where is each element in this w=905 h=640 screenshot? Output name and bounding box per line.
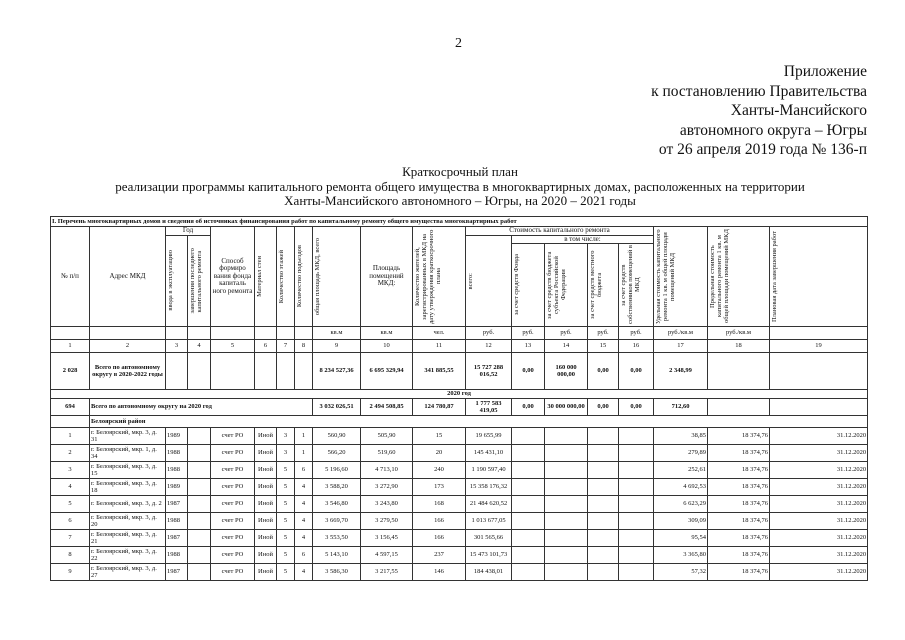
grand-total-residents: 341 885,55 — [413, 353, 466, 390]
header-total-text: всего: — [467, 272, 474, 289]
row-fund — [512, 530, 545, 547]
row-address: г. Белоярский, мкр. 3, д. 22 — [90, 547, 166, 564]
row-owners — [619, 547, 654, 564]
row-fund — [512, 547, 545, 564]
row-address: г. Белоярский, мкр. 1, д. 34 — [90, 445, 166, 462]
row-entrances: 4 — [295, 564, 313, 581]
header-total-area — [313, 227, 361, 327]
row-unit-cost: 6 623,29 — [654, 496, 708, 513]
row-wall-material: Иной — [255, 530, 277, 547]
row-total-area: 560,90 — [313, 428, 361, 445]
header-unit-cost — [654, 227, 708, 327]
header-entrances — [295, 227, 313, 327]
header-max-cost-text: Предельная стоимость капитального ремонта 1 кв. м общей площади помещений МКД — [709, 229, 730, 324]
year-total-unit-cost: 712,60 — [654, 399, 708, 416]
row-total-area: 3 669,70 — [313, 513, 361, 530]
row-num: 2 — [51, 445, 90, 462]
row-year-repair — [188, 513, 211, 530]
row-address: г. Белоярский, мкр. 3, д. 20 — [90, 513, 166, 530]
table-row — [51, 547, 868, 564]
row-fund — [512, 564, 545, 581]
row-residents: 237 — [413, 547, 466, 564]
row-premises-area: 3 156,45 — [361, 530, 413, 547]
grand-total-cost: 15 727 288 016,52 — [466, 353, 512, 390]
row-floors: 5 — [277, 513, 295, 530]
header-wall-material — [255, 227, 277, 327]
row-deadline: 31.12.2020 — [770, 513, 868, 530]
appendix-line: Приложение — [783, 63, 867, 80]
row-max-cost: 18 374,76 — [708, 428, 770, 445]
row-owners — [619, 530, 654, 547]
row-wall-material: Иной — [255, 462, 277, 479]
row-fund-method: счет РО — [211, 462, 255, 479]
header-local-budget — [588, 244, 619, 327]
row-owners — [619, 445, 654, 462]
header-fund-method: Способ формиро вания фонда капиталь ного ремонта — [211, 227, 255, 327]
row-address: г. Белоярский, мкр. 3, д. 2 — [90, 496, 166, 513]
row-max-cost: 18 374,76 — [708, 530, 770, 547]
row-residents: 240 — [413, 462, 466, 479]
row-wall-material: Иной — [255, 513, 277, 530]
row-deadline: 31.12.2020 — [770, 530, 868, 547]
row-year: 1988 — [166, 513, 188, 530]
plan-table — [50, 216, 868, 581]
row-year: 1987 — [166, 564, 188, 581]
header-year-last-repair-text: завершения последнего капитального ремонта — [189, 248, 203, 314]
year-total-fund: 0,00 — [512, 399, 545, 416]
row-residents: 20 — [413, 445, 466, 462]
row-premises-area: 505,90 — [361, 428, 413, 445]
row-owners — [619, 564, 654, 581]
row-floors: 5 — [277, 530, 295, 547]
row-subject-budget — [545, 445, 588, 462]
row-subject-budget — [545, 479, 588, 496]
header-year-last-repair — [188, 235, 211, 327]
header-residents — [413, 227, 466, 327]
row-total-area: 3 588,20 — [313, 479, 361, 496]
row-entrances: 1 — [295, 428, 313, 445]
row-fund-method: счет РО — [211, 479, 255, 496]
year-total-num: 694 — [51, 399, 90, 416]
unit-subject-budget: руб. — [545, 327, 588, 340]
column-number: 19 — [770, 340, 868, 353]
row-num: 9 — [51, 564, 90, 581]
row-wall-material: Иной — [255, 428, 277, 445]
row-total-cost: 1 013 677,05 — [466, 513, 512, 530]
row-premises-area: 3 272,90 — [361, 479, 413, 496]
row-premises-area: 4 713,10 — [361, 462, 413, 479]
header-subject-budget — [545, 244, 588, 327]
row-total-cost: 184 438,01 — [466, 564, 512, 581]
row-local-budget — [588, 513, 619, 530]
row-fund-method: счет РО — [211, 428, 255, 445]
unit-residents: чел. — [413, 327, 466, 340]
row-total-area: 566,20 — [313, 445, 361, 462]
row-max-cost: 18 374,76 — [708, 564, 770, 581]
row-unit-cost: 57,32 — [654, 564, 708, 581]
row-wall-material: Иной — [255, 564, 277, 581]
row-fund-method: счет РО — [211, 530, 255, 547]
unit-local-budget: руб. — [588, 327, 619, 340]
column-number: 13 — [512, 340, 545, 353]
row-address: г. Белоярский, мкр. 3, д. 15 — [90, 462, 166, 479]
plan-title — [60, 165, 860, 209]
row-total-area: 3 586,30 — [313, 564, 361, 581]
row-fund — [512, 462, 545, 479]
row-max-cost: 18 374,76 — [708, 513, 770, 530]
row-deadline: 31.12.2020 — [770, 479, 868, 496]
unit-unit-cost: руб./кв.м — [654, 327, 708, 340]
column-number: 16 — [619, 340, 654, 353]
year-total-residents: 124 780,87 — [413, 399, 466, 416]
header-owners-text: за счет средств собственников помещений в МКД — [620, 245, 641, 325]
row-floors: 5 — [277, 479, 295, 496]
row-address: г. Белоярский, мкр. 3, д. 31 — [90, 428, 166, 445]
row-total-cost: 145 431,10 — [466, 445, 512, 462]
column-number: 18 — [708, 340, 770, 353]
row-local-budget — [588, 462, 619, 479]
header-floors-text: Количество этажей — [278, 249, 285, 304]
header-num: № п/п — [51, 227, 90, 327]
row-num: 1 — [51, 428, 90, 445]
data-rows — [51, 428, 868, 581]
table-row — [51, 445, 868, 462]
header-owners — [619, 244, 654, 327]
unit-total-area: кв.м — [313, 327, 361, 340]
row-num: 7 — [51, 530, 90, 547]
unit-fund: руб. — [512, 327, 545, 340]
appendix-line: автономного округа – Югры — [679, 121, 867, 139]
row-floors: 5 — [277, 547, 295, 564]
column-number: 6 — [255, 340, 277, 353]
row-premises-area: 3 243,80 — [361, 496, 413, 513]
row-entrances: 4 — [295, 496, 313, 513]
row-subject-budget — [545, 547, 588, 564]
row-owners — [619, 496, 654, 513]
table-row — [51, 513, 868, 530]
row-unit-cost: 252,61 — [654, 462, 708, 479]
table-row — [51, 564, 868, 581]
column-number: 10 — [361, 340, 413, 353]
year-total-label: Всего по автономному округу на 2020 год — [90, 399, 313, 416]
row-wall-material: Иной — [255, 547, 277, 564]
unit-premises-area: кв.м — [361, 327, 413, 340]
year-total-cost: 1 777 583 419,05 — [466, 399, 512, 416]
row-entrances: 4 — [295, 479, 313, 496]
row-owners — [619, 462, 654, 479]
row-deadline: 31.12.2020 — [770, 462, 868, 479]
row-subject-budget — [545, 564, 588, 581]
row-total-area: 5 196,60 — [313, 462, 361, 479]
column-number: 7 — [277, 340, 295, 353]
header-total-area-text: общая площадь МКД, всего — [314, 237, 321, 316]
district-label: Белоярский район — [90, 416, 868, 428]
row-floors: 5 — [277, 462, 295, 479]
row-residents: 168 — [413, 496, 466, 513]
row-fund-method: счет РО — [211, 496, 255, 513]
row-subject-budget — [545, 513, 588, 530]
row-year-repair — [188, 564, 211, 581]
row-num: 4 — [51, 479, 90, 496]
row-year: 1989 — [166, 479, 188, 496]
header-deadline-text: Плановая дата завершения работ — [771, 230, 778, 323]
unit-total: руб. — [466, 327, 512, 340]
row-deadline: 31.12.2020 — [770, 445, 868, 462]
row-local-budget — [588, 530, 619, 547]
header-local-budget-text: за счет средств местного бюджета — [589, 250, 603, 320]
row-num: 5 — [51, 496, 90, 513]
grand-total-owners: 0,00 — [619, 353, 654, 390]
row-address: г. Белоярский, мкр. 3, д. 27 — [90, 564, 166, 581]
row-fund-method: счет РО — [211, 445, 255, 462]
page-number: 2 — [455, 36, 462, 51]
row-total-area: 3 546,80 — [313, 496, 361, 513]
year-total-owners: 0,00 — [619, 399, 654, 416]
header-residents-text: Количество жителей, зарегистрированных в МКД на дату утверждения краткосрочного плана — [414, 229, 442, 324]
row-wall-material: Иной — [255, 496, 277, 513]
unit-max-cost: руб./кв.м — [708, 327, 770, 340]
row-fund — [512, 445, 545, 462]
header-including: в том числе: — [512, 235, 654, 244]
row-year: 1988 — [166, 462, 188, 479]
row-floors: 3 — [277, 428, 295, 445]
column-number: 8 — [295, 340, 313, 353]
row-year-repair — [188, 530, 211, 547]
year-total-area: 3 032 026,51 — [313, 399, 361, 416]
year-label: 2020 год — [51, 390, 868, 399]
row-total-area: 5 143,10 — [313, 547, 361, 564]
row-address: г. Белоярский, мкр. 3, д. 18 — [90, 479, 166, 496]
header-premises-area: Площадь помещений МКД: — [361, 227, 413, 327]
row-unit-cost: 95,54 — [654, 530, 708, 547]
row-local-budget — [588, 479, 619, 496]
row-entrances: 4 — [295, 513, 313, 530]
column-number: 2 — [90, 340, 166, 353]
row-residents: 15 — [413, 428, 466, 445]
row-year: 1988 — [166, 547, 188, 564]
header-year-commission — [166, 235, 188, 327]
row-floors: 3 — [277, 445, 295, 462]
row-year-repair — [188, 479, 211, 496]
row-max-cost: 18 374,76 — [708, 547, 770, 564]
year-total-row — [51, 399, 868, 416]
row-floors: 5 — [277, 564, 295, 581]
appendix-line: к постановлению Правительства — [651, 82, 867, 100]
row-residents: 166 — [413, 513, 466, 530]
row-total-cost: 15 358 176,32 — [466, 479, 512, 496]
row-residents: 173 — [413, 479, 466, 496]
grand-total-local-budget: 0,00 — [588, 353, 619, 390]
row-entrances: 6 — [295, 462, 313, 479]
year-row — [51, 390, 868, 399]
row-deadline: 31.12.2020 — [770, 547, 868, 564]
column-number: 3 — [166, 340, 188, 353]
row-unit-cost: 38,85 — [654, 428, 708, 445]
column-number: 12 — [466, 340, 512, 353]
row-residents: 166 — [413, 530, 466, 547]
table-row — [51, 496, 868, 513]
row-premises-area: 519,60 — [361, 445, 413, 462]
row-premises-area: 3 217,55 — [361, 564, 413, 581]
row-total-cost: 1 190 597,40 — [466, 462, 512, 479]
header-total — [466, 235, 512, 327]
header-fund-text: за счет средств Фонда — [513, 254, 520, 316]
row-wall-material: Иной — [255, 445, 277, 462]
header-cost-group: Стоимость капитального ремонта — [466, 227, 654, 236]
column-number: 17 — [654, 340, 708, 353]
row-unit-cost: 4 692,53 — [654, 479, 708, 496]
row-premises-area: 4 597,15 — [361, 547, 413, 564]
header-year-group: Год — [166, 227, 211, 236]
column-number: 4 — [188, 340, 211, 353]
grand-total-num: 2 028 — [51, 353, 90, 390]
row-subject-budget — [545, 462, 588, 479]
grand-total-unit-cost: 2 348,99 — [654, 353, 708, 390]
row-total-cost: 301 565,66 — [466, 530, 512, 547]
row-max-cost: 18 374,76 — [708, 445, 770, 462]
row-total-area: 3 553,50 — [313, 530, 361, 547]
plan-table-wrapper — [50, 216, 867, 581]
row-year-repair — [188, 496, 211, 513]
grand-total-fund: 0,00 — [512, 353, 545, 390]
row-fund — [512, 479, 545, 496]
row-year: 1987 — [166, 496, 188, 513]
row-premises-area: 3 279,50 — [361, 513, 413, 530]
row-year: 1988 — [166, 445, 188, 462]
unit-owners: руб. — [619, 327, 654, 340]
row-max-cost: 18 374,76 — [708, 479, 770, 496]
row-owners — [619, 513, 654, 530]
row-address: г. Белоярский, мкр. 3, д. 21 — [90, 530, 166, 547]
row-residents: 146 — [413, 564, 466, 581]
column-number: 1 — [51, 340, 90, 353]
row-owners — [619, 479, 654, 496]
row-entrances: 4 — [295, 530, 313, 547]
row-year-repair — [188, 445, 211, 462]
row-unit-cost: 3 365,80 — [654, 547, 708, 564]
plan-title-line: Ханты-Мансийского автономного – Югры, на 2020 – 2021 годы — [284, 193, 636, 208]
row-subject-budget — [545, 496, 588, 513]
table-row — [51, 530, 868, 547]
row-entrances: 1 — [295, 445, 313, 462]
row-total-cost: 21 484 620,52 — [466, 496, 512, 513]
row-entrances: 6 — [295, 547, 313, 564]
row-fund — [512, 428, 545, 445]
row-local-budget — [588, 564, 619, 581]
row-deadline: 31.12.2020 — [770, 564, 868, 581]
header-year-commission-text: ввода в эксплуатацию — [167, 250, 174, 312]
district-row — [51, 416, 868, 428]
plan-title-line: Краткосрочный план — [402, 164, 518, 179]
row-local-budget — [588, 428, 619, 445]
column-numbers-row — [51, 340, 868, 353]
row-unit-cost: 279,89 — [654, 445, 708, 462]
row-num: 3 — [51, 462, 90, 479]
row-wall-material: Иной — [255, 479, 277, 496]
row-year: 1987 — [166, 530, 188, 547]
appendix-block — [651, 62, 867, 160]
column-number: 15 — [588, 340, 619, 353]
row-total-cost: 15 473 101,73 — [466, 547, 512, 564]
column-number: 5 — [211, 340, 255, 353]
row-fund-method: счет РО — [211, 547, 255, 564]
column-number: 9 — [313, 340, 361, 353]
row-floors: 5 — [277, 496, 295, 513]
row-local-budget — [588, 445, 619, 462]
column-number: 11 — [413, 340, 466, 353]
row-owners — [619, 428, 654, 445]
header-address: Адрес МКД — [90, 227, 166, 327]
appendix-line: Ханты-Мансийского — [730, 102, 867, 119]
column-number: 14 — [545, 340, 588, 353]
table-row — [51, 462, 868, 479]
header-entrances-text: Количество подъездов — [296, 245, 303, 308]
header-subject-budget-text: за счет средств бюджета субъекта Российской Федерации — [546, 251, 567, 319]
row-deadline: 31.12.2020 — [770, 496, 868, 513]
year-total-local-budget: 0,00 — [588, 399, 619, 416]
grand-total-premises-area: 6 695 329,94 — [361, 353, 413, 390]
row-max-cost: 18 374,76 — [708, 462, 770, 479]
section-title: I. Перечень многоквартирных домов и сведения об источниках финансирования работ по капитальному ремонту общего имущества многоквартирных работ — [51, 217, 868, 227]
year-total-premises-area: 2 494 508,85 — [361, 399, 413, 416]
row-num: 8 — [51, 547, 90, 564]
row-fund — [512, 496, 545, 513]
row-year: 1989 — [166, 428, 188, 445]
row-fund — [512, 513, 545, 530]
row-total-cost: 19 655,99 — [466, 428, 512, 445]
row-year-repair — [188, 428, 211, 445]
row-year-repair — [188, 547, 211, 564]
grand-total-row — [51, 353, 868, 390]
row-fund-method: счет РО — [211, 564, 255, 581]
grand-total-area: 8 234 527,36 — [313, 353, 361, 390]
row-local-budget — [588, 547, 619, 564]
row-local-budget — [588, 496, 619, 513]
row-deadline: 31.12.2020 — [770, 428, 868, 445]
row-year-repair — [188, 462, 211, 479]
year-total-subject-budget: 30 000 000,00 — [545, 399, 588, 416]
plan-title-line: реализации программы капитального ремонта общего имущества в многоквартирных домах, расположенных на территории — [115, 178, 805, 194]
table-row — [51, 479, 868, 496]
row-subject-budget — [545, 530, 588, 547]
header-wall-material-text: Материал стен — [256, 256, 263, 297]
table-row — [51, 428, 868, 445]
row-fund-method: счет РО — [211, 513, 255, 530]
row-unit-cost: 309,09 — [654, 513, 708, 530]
header-fund — [512, 244, 545, 327]
appendix-line: от 26 апреля 2019 года № 136-п — [658, 141, 867, 158]
row-max-cost: 18 374,76 — [708, 496, 770, 513]
row-num: 6 — [51, 513, 90, 530]
header-deadline — [770, 227, 868, 327]
row-subject-budget — [545, 428, 588, 445]
header-max-cost — [708, 227, 770, 327]
grand-total-subject-budget: 160 000 000,00 — [545, 353, 588, 390]
header-unit-cost-text: Удельная стоимость капитального ремонта 1 кв. м общей площади помещений МКД — [655, 229, 676, 324]
header-floors — [277, 227, 295, 327]
grand-total-label: Всего по автономному округу в 2020-2022 годы — [90, 353, 166, 390]
